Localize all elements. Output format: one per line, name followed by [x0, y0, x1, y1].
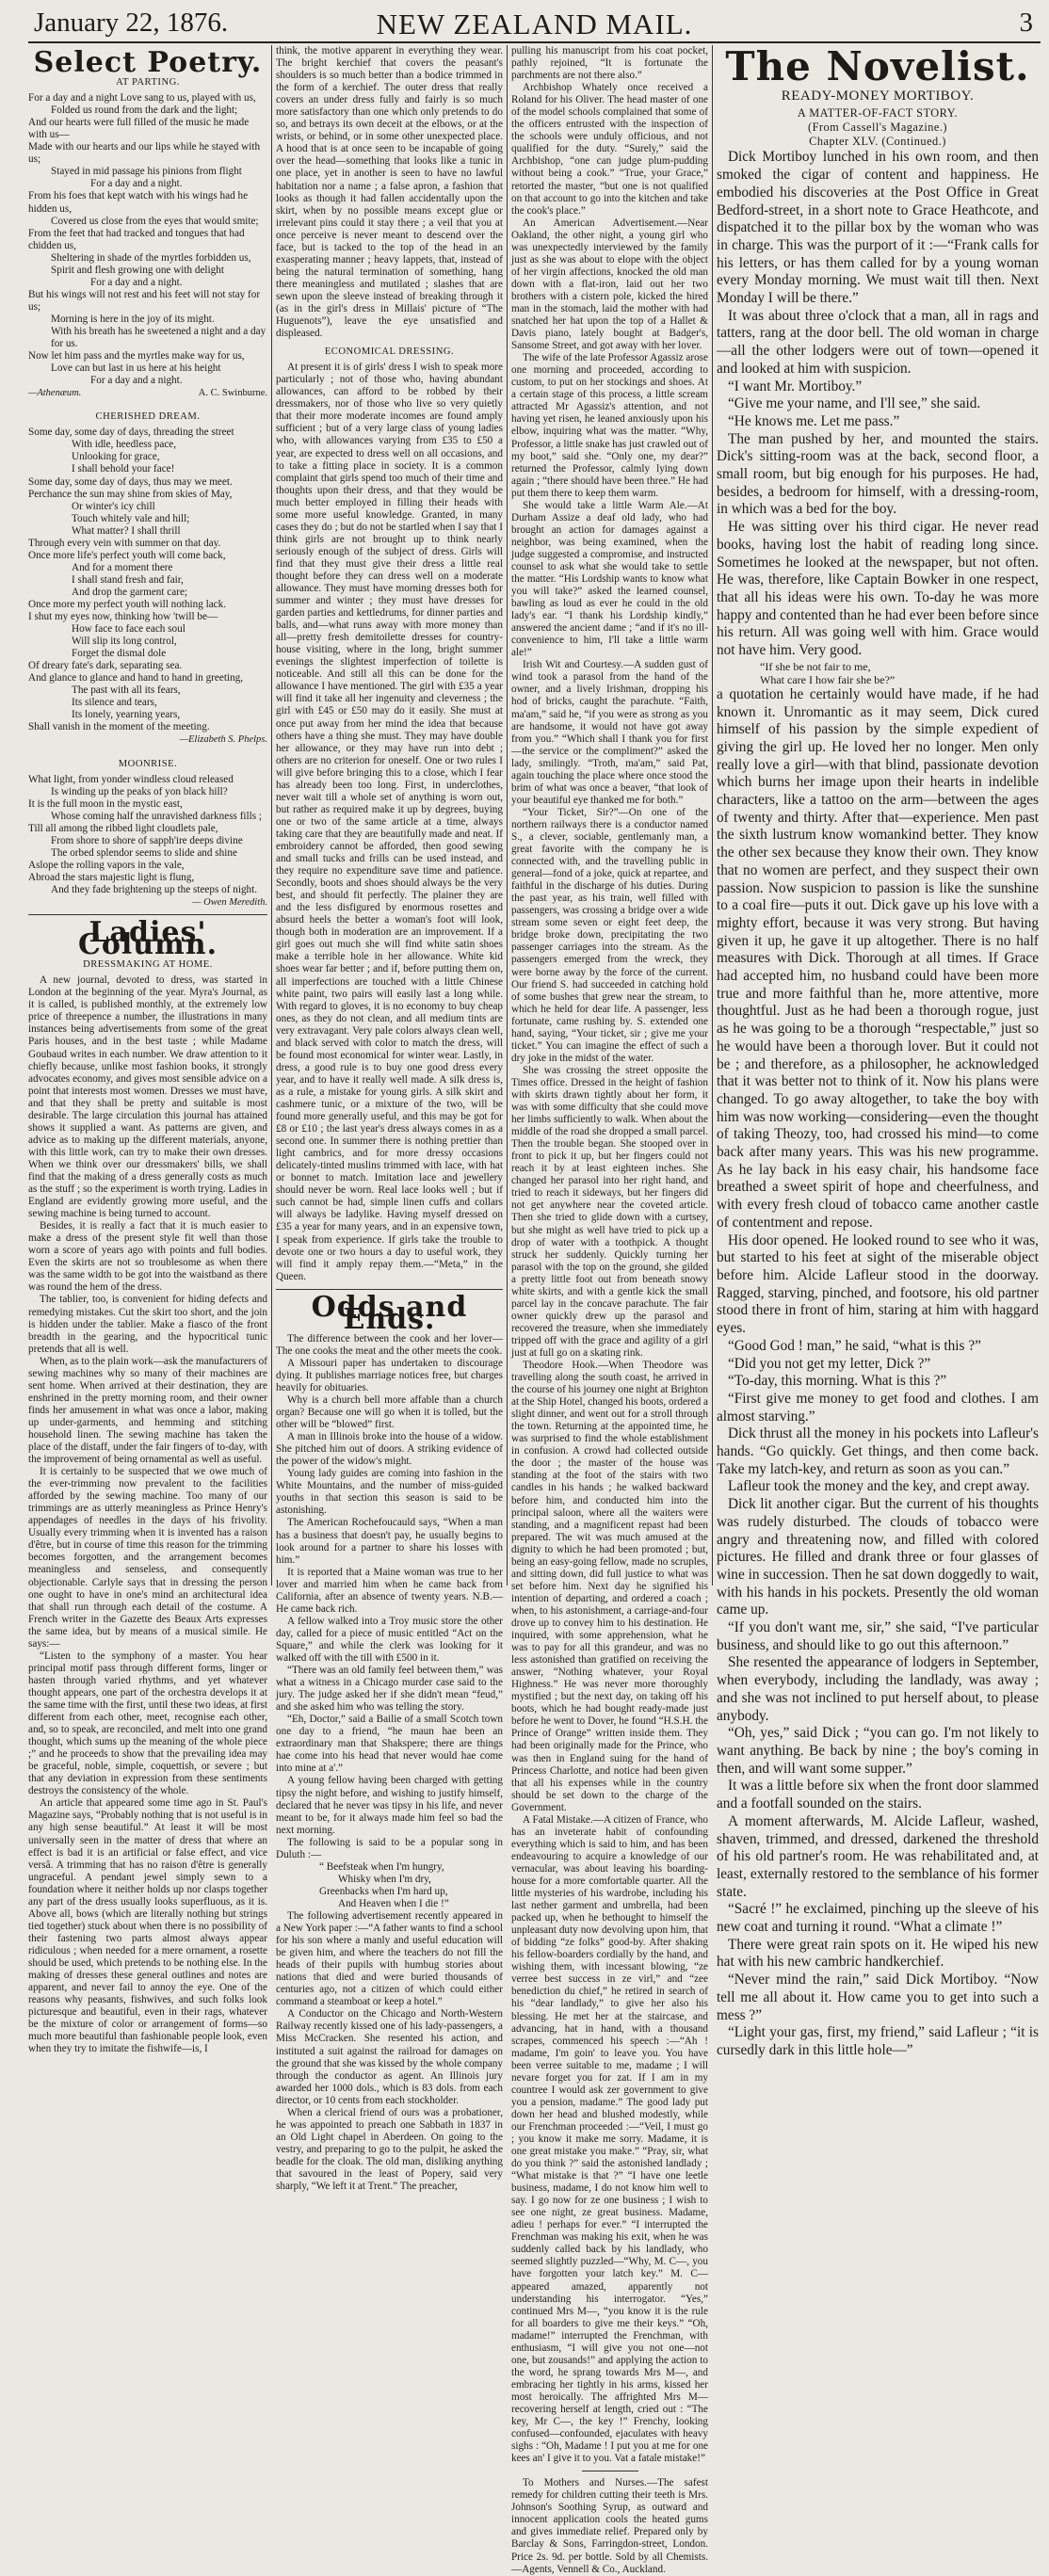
story-paragraph: “First give me money to get food and clothes. I am almost starving.” [717, 1390, 1039, 1425]
article-paragraph: It is certainly to be suspected that we owe much of the ever-trimming now prevalent to the facilities afforded by the sewing machine. Too many of our trimmings are as utterly meaningless as Prince Henry's appendages of needles in the days of his frivolity. Usually every trimming when it is invented has a raison d'être, but in course of time this reason for the trimming becomes forgotten, and the arrangement becomes meaningless and senseless, and consequently objectionable. Carlyle says that in dressing the person one ought to have in one's mind an architectural idea that shall run through each detail of the costume. A French writer in the Gazette des Beaux Arts expresses the same idea, but by means of a musical simile. He says:— [28, 1466, 267, 1650]
article-paragraph: “Listen to the symphony of a master. You hear principal motif pass through different forms, linger or hasten through varied rhythms, and yet whatever thought appears, one part of the orchestra develops it at the same time with the first, until these two ideas, at first different from each other, meet, recognise each other, and, so to speak, are reconciled, and melt into one grand thought, which sums up the meaning of the whole piece ;” and he proceeds to show that the prevailing idea may be graceful, noble, simple, coquettish, or severe ; but that any deviation in expression from these sentiments destroys the consistency of the whole. [28, 1650, 267, 1797]
odds-item: “Your Ticket, Sir?”—On one of the northern railways there is a conductor named S., a clever, sociable, gentlemanly man, a great favorite with the company he is connected with, and the travelling public in general—fond of a joke, quick at repartee, and faithful in the discharge of his duties. During the past year, as his train, well filled with passengers, was crossing a bridge over a wide stream some seven or eight feet deep, the bridge broke down, precipitating the two passenger carriages into the stream. As the passengers emerged from the wreck, they were borne away by the force of the current. Our friend S. had succeeded in catching hold of some bushes that grew near the stream, to which he held for dear life. A passenger, less fortunate, came rushing by. S. extended one hand, saying, “Your ticket, sir ; give me your ticket.” You can imagine the effect of such a dry joke in the midst of the water. [511, 806, 708, 1064]
poem-line: What light, from yonder windless cloud released [28, 773, 234, 785]
odds-item: The following is said to be a popular song in Duluth :— [276, 1836, 503, 1860]
article-title: DRESSMAKING AT HOME. [83, 959, 213, 971]
advertisement: To Mothers and Nurses.—The safest remedy for children cutting their teeth is Mrs. Johnson's Soothing Syrup, as outward and innocent application cools the heated gums and gives immediate relief. Prepared only by Barclay & Sons, Farringdon-street, London. Price 2s. 9d. per bottle. Sold by all Chemists.—Agents, Vennell & Co., Auckland. [511, 2477, 708, 2575]
section-banner-the-novelist: The Novelist. [725, 43, 1030, 89]
odds-item: “Eh, Doctor,” said a Bailie of a small Scotch town one day to a friend, “he maun hae been an extraordinary man that Shakspere; there are things hae come into his head that never would hae come into mine at a'.” [276, 1714, 503, 1775]
poem-title: CHERISHED DREAM. [95, 411, 201, 423]
story-paragraph: Dick Mortiboy lunched in his own room, and then smoked the cigar of content and happiness. He embodied his discoveries at the Post Office in Great Bedford-street, in a short note to Grace Heathcote, and dispatched it to the pillar box by the woman who was in charge. This was the purport of it :—“Frank calls for his letters, or has them called for by a young woman every Monday morning. We must wait till then. Next Monday I will be there.” [717, 149, 1039, 307]
poem-line: Touch whitely vale and hill; [72, 512, 190, 524]
poem-line: From his foes that kept watch with his wings had he hidden us, [28, 190, 249, 215]
story-paragraph: The man pushed by her, and mounted the stairs. Dick's sitting-room was at the back, second floor, a small room, but big enough for his purposes. He had, besides, a bedroom for himself, with a dressing-room, in which was a bed for the boy. [717, 430, 1039, 518]
section-banner-ladies-column: Ladies' Column. [77, 916, 218, 962]
song-line: Greenbacks when I'm hard up, [319, 1885, 448, 1897]
odds-item: Archbishop Whately once received a Roland for his Oliver. The head master of one of the model schools complained that some of the officers entrusted with the inspection of the schools were unduly officious, and not qualified for the duty. “Surely,” said the Archbishop, “one can judge plum-pudding without being a cook.” “True, your Grace,” retorted the master, “but one is not qualified on that account to go into the kitchen and take the cook's place.” [511, 82, 708, 217]
poem-line: Forget the dismal dole [72, 648, 167, 660]
quote-line: What care I how fair she be?” [760, 672, 896, 686]
poem-line: Till all among the ribbed light cloudlets pale, [28, 822, 218, 834]
poem-line: And they fade brightening up the steeps of night. [51, 884, 258, 895]
poem-line: The orbed splendor seems to slide and shine [51, 846, 237, 859]
odds-item: Why is a church bell more affable than a church organ? Because one will go when it is tolled, but the other will be “blowed” first. [276, 1394, 503, 1431]
article-paragraph: When, as to the plain work—ask the manufacturers of sewing machines why so many of their machines are sent home. When arrived at their destination, they are enshrined in the pretty morning room, and their owner finds her amusement in what was once a labor, making up under-garments, and hemming and stitching household linen. The sewing machine has taken the place of the distaff, under the fair fingers of to-day, with the improvement of being ornamental as well as useful. [28, 1355, 268, 1466]
odds-item: The American Rochefoucauld says, “When a man has a business that doesn't pay, he usually begins to look around for a partner to share his losses with him.” [276, 1517, 503, 1566]
poem-line: Whose coming half the unravished darkness fills ; [51, 810, 263, 822]
poem-author: —Elizabeth S. Phelps. [179, 734, 267, 746]
story-paragraph: “Did you not get my letter, Dick ?” [728, 1355, 931, 1372]
poem-line: And our hearts were full filled of the music he made with us— [28, 117, 250, 141]
story-chapter: Chapter XLV. (Continued.) [809, 135, 946, 149]
column-4 [717, 43, 1039, 2058]
odds-item: A Conductor on the Chicago and North-Western Railway recently kissed one of his lady-passengers, a Miss McCracken. She resented his action, and instituted a suit against the railroad for damages on the ground that she was kissed by the whole company through the conductor as agent. An Illinois jury awarded her 1000 dols., which is 83 dols. from each director, or 10 cents from each stockholder. [276, 2008, 503, 2106]
odds-item: Young lady guides are coming into fashion in the White Mountains, and the number of miss-guided youths in that section this season is said to be astonishing. [276, 1468, 503, 1517]
article-paragraph: Besides, it is really a fact that it is much easier to make a dress of the present style fit well than those worn a score of years ago with points and full bodies. Even the skirts are not so troublesome as when there was the same width to be got into the waistband as there was round the hem of the dress. [28, 1220, 267, 1294]
column-rule [271, 45, 272, 1586]
poem-line: With his breath has he sweetened a night and a day for us. [51, 325, 266, 350]
poem-line: Is winding up the peaks of yon black hill? [51, 785, 228, 797]
poem-line: For a day and a night Love sang to us, played with us, [28, 92, 256, 105]
odds-item: The wife of the late Professor Agassiz arose one morning and proceeded, according to custom, to put on her stockings and shoes. At a certain stage of this process, a little scream attracted Mr Agassiz's attention, and not having yet risen, he leaned anxiously upon his elbow, inquiring what was the matter. “Why, Professor, a little snake has just crawled out of my boot,” said she. “Only one, my dear?” returned the Professor, calmly lying down again ; “there should have been three.” He had put them there to keep them warm. [511, 352, 708, 499]
section-divider [276, 1289, 503, 1290]
article-paragraph: An article that appeared some time ago in St. Paul's Magazine says, “Probably nothing that is not useful is in any high sense beautiful.” At least it will be most universally seen in the matter of dress that where an effect is bad it is an artificial or false effect, and vice versâ. A trimming that has no raison d'être is generally ungraceful. A pendant jewel simply sewn to a foundation where it neither holds up nor clasps together any part of the dress usually looks superfluous, as it is. Above all, bows (which are literally nothing but strings tied together) stuck about when there is no possibility of their fastening two parts almost always appear ridiculous ; when needed for a mere ornament, a rosette should be used, which pretends to be nothing else. In the making of dresses these general outlines and notes are apparent, and never fail to annoy the eye. One of the reasons why peasants, fishwives, and such folks look picturesque and beautiful, even in their rags, whatever be the mixture of color or arrangement of forms—so much more beautiful than fashionable people look, even when they try to imitate the fishwife—is, I [28, 1797, 267, 2055]
story-paragraph: It was about three o'clock that a man, all in rags and tatters, rang at the door bell. The old woman in charge—all the other lodgers were out of town—opened it and looked at him with suspicion. [717, 307, 1039, 377]
odds-item: “There was an old family feel between them,” was what a witness in a Chicago murder case said to the jury. The judge asked her if she didn't mean “feud,” and she asked him who was telling the story. [276, 1665, 503, 1714]
poem-line: From shore to shore of sapph'ire deeps divine [51, 834, 243, 846]
poem-line: Some day, some day of days, threading the street [28, 427, 234, 439]
column-1 [28, 45, 268, 2055]
story-paragraph: He was sitting over his third cigar. He never read books, having lost the habit of reading long since. Sometimes he looked at the newspaper, but not often. He was, therefore, like Captain Bowker in one respect, that all his ideas were his own. To-day he was more happy and contented than he had ever been before since his return. All was going well with him. Grace would not have him. Very good. [717, 519, 1039, 659]
poem-line: And for a moment there [72, 561, 173, 573]
story-paragraph: A moment afterwards, M. Alcide Lafleur, washed, shaven, trimmed, and dressed, darkened the threshold of his old partner's room. He was rehabilitated and, at least, externally restored to the semblance of his former state. [717, 1812, 1039, 1900]
poem-line: From the feet that had tracked and tongues that had chidden us, [28, 227, 245, 251]
song-verse [276, 1861, 503, 1910]
poem-line: Love can but last in us here at his height [51, 362, 221, 375]
section-banner-select-poetry: Select Poetry. [33, 46, 263, 79]
newspaper-title: NEW ZEALAND MAIL. [376, 8, 693, 40]
story-paragraph: “Sacré !” he exclaimed, pinching up the sleeve of his new coat and turning it round. “What a climate !” [717, 1901, 1039, 1936]
poem-cherished-dream [28, 427, 267, 733]
column-2 [276, 45, 503, 2193]
poem-author: — Owen Meredith. [192, 897, 267, 909]
odds-item: The following advertisement recently appeared in a New York paper :—“A father wants to find a school for his son where a manly and useful education will be given him, and where the teachers do not fill the heads of their pupils with humbug stories about nations that died and were buried thousands of centuries ago, not a citizen of which could either command a steamboat or keep a hotel.” [276, 1909, 503, 2008]
masthead [28, 4, 1041, 43]
article-paragraph: The tablier, too, is convenient for hiding defects and remedying mistakes. Cut the skirt too short, and the join is hidden under the tablier. Make a fiasco of the front breadth in the gearing, and the hypocritical tunic pretends that all is well. [28, 1294, 267, 1355]
odds-item: A fellow walked into a Troy music store the other day, called for a piece of music entitled “Act on the Square,” and while the clerk was looking for it walked off with the till with £500 in it. [276, 1615, 503, 1664]
poem-at-parting [28, 92, 267, 387]
odds-item: She would take a little Warm Ale.—At Durham Assize a deaf old lady, who had brought an action for damages against a neighbor, was being examined, when the judge suggested a compromise, and instructed counsel to ask what she would take to settle the matter. “His Lordship wants to know what you will take?” asked the learned counsel, bawling as loud as ever he could in the old lady's ear. “I thank his Lordship kindly,” answered the ancient dame ; “and if it's no ill-convenience to him, I'll take a little warm ale!” [511, 499, 708, 659]
poem-line: Morning is here in the joy of its might. [51, 313, 215, 325]
article-paragraph: think, the motive apparent in everything they wear. The bright kerchief that covers the peasant's shoulders is so much better than a bodice trimmed in the form of a kerchief. The outer dress that really covers an under dress fully and fairly is so much more satisfactory than one which only pretends to do so, and betrays its own deceit at the elbows, or at the wrists, or behind, or in some other unexpected place. A hood that is at once seen to be incapable of going over the head—something that looks like a tunic in one place, yet in another is seen to have no lawful habitation nor a name ; a false apron, a fashion that looks as though it had fallen accidentally upon the skirt, when by no possible means except glue or irrelevant pins could it stay there ; a veil that you at once perceive is never meant to descend over the face, but is tacked to the top of the head in an exasperating manner ; heavy lappets, that, instead of being the natural termination of something, hang there meaningless and mutilated ; slashes that are sewn upon the sleeve instead of breaking through it (as in the girl's dress in Millais' picture of “The Huguenots”), leave the eye unsatisfied and displeased. [276, 45, 503, 340]
poem-line: The past with all its fears, [72, 684, 181, 697]
story-paragraph: a quotation he certainly would have made, if he had known it. Unromantic as it may seem, Dick cured himself of his passion by the simple expedient of giving the girl up. He loved her no longer. Men only really love a girl—with that blind, passionate devotion which burns her image upon their hearts in indelible characters, like a tattoo on the arm—between the ages of twenty and thirty. After that—experience. Men past the sixth lustrum know womankind better. They know the other sex because they know their own. They know that no women are perfect, and they suspect their own passion. Now suspicion to passion is like the sunshine to a coal fire—puts it out. Dick gave up his love with a mighty effort, because it was very strong. But having given it up, he gave it up altogether. There is no half measures with Dick. Thorough at all times. If Grace had accepted him, no husband could have been more true and more faithful than he, more attentive, more thoughtful. Just as he had been a thorough rogue, just as he was going to be a thorough “respectable,” just so he would have been a thorough lover. But it could not be ; and therefore, as a philosopher, he acknowledged that it was better not to think of it. Now his plans were changed. To go away altogether, to take the boy with him was now working—considering—even the thought of taking Theozy, too, had crossed his mind—to come back after many years. This was his new programme. As he lay back in his easy chair, his handsome face breathed a sweet spirit of hope and cheerfulness, and with every fresh cloud of tobacco came another castle of contentment and repose. [717, 685, 1039, 1231]
poem-line: For a day and a night. [90, 375, 183, 387]
story-paragraph: There were great rain spots on it. He wiped his new hat with his new cambric handkerchief. [717, 1936, 1039, 1971]
odds-item: A Fatal Mistake.—A citizen of France, who has an inveterate habit of confounding everything which is said to him, and has been endeavouring to acquire a knowledge of our vernacular, was about leaving his boarding-house for a more comfortable quarter. All the little mysteries of his wardrobe, including his last nether garment and umbrella, had been packed up, when he bethought to himself the unpleasant duty now devolving upon him, that of bidding “ze folks” good-by. After shaking his fellow-boarders cordially by the hand, and wishing them, with incessant blowing, “ze verree best success in ze virl,” and “zee benediction du chief,” he retired in search of his “dear landlady,” to give her also his blessing. He met her at the staircase, and advancing, hat in hand, with a thousand scrapes, commenced his speech :—“Ah ! madame, I'm goin' to leave you. You have been verree suitable to me, madame ; I will nevare forget you for zat. If I am in my countree I would ask zer government to give you a pension, madame.” The good lady put down her head and blushed modestly, while our Frenchman proceeded :—“Veil, I must go ; you know it make me sorry. Madame, it is one great mistake you make.” “Pray, sir, what do you think ?” said the astonished landlady ; “What mistake is that ?” “I have one leetle business, madame, I do not know him well to say. I go now for ze one business ; I wish to see one night, ze great business. Madame, adieu ! perhaps for ever.” “I interrupted the Frenchman was making his exit, when he was suddenly called back by his landlady, who seemed slightly puzzled—“Why, M. C—, you have forgotten your latch key.” M. C— appeared amazed, apparently not understanding his interrogator. “Yes,” continued Mrs M—, “you know it is the rule for all boarders to give me their keys.” “Oh, madame!” interrupted the Frenchman, with enthusiasm, “I will give you not one—not one, but zousands!” and applying the action to the word, he sprang towards Mrs M—, and embracing her tightly in his arms, kissed her most heroically. The affrighted Mrs M— recovering herself at length, cried out : “The key, Mr C—, the key !” Frenchy, looking confused—confounded, ejaculates with heavy sighs : “Oh, Madame ! I put you at me for one kees an' I give it to you. Vat a fatale mistake!” [511, 1813, 708, 2465]
odds-item: When a clerical friend of ours was a probationer, he was appointed to preach one Sabbath in 1837 in an Old Light chapel in Aberdeen. On going to the vestry, and preparing to go to the pulpit, he asked the beadle for the cloak. The old man, disliking anything that savoured in the least of Popery, said very sharply, “We left it at Trent.” The preacher, [276, 2106, 503, 2193]
poem-line: Or winter's icy chill [72, 500, 155, 512]
poem-line: Once more my perfect youth will nothing lack. [28, 598, 227, 610]
poem-attribution [28, 387, 267, 399]
odds-item: A Missouri paper has undertaken to discourage dying. It publishes marriage notices free, but charges heavily for obituaries. [276, 1357, 503, 1393]
poem-line: Through every vein with summer on that day. [28, 537, 221, 549]
story-paragraph: “I want Mr. Mortiboy.” [728, 378, 863, 394]
issue-date: January 22, 1876. [34, 8, 229, 38]
poem-line: And glance to glance and hand to hand in greeting, [28, 672, 244, 684]
page-number: 3 [1019, 8, 1033, 38]
odds-item: Irish Wit and Courtesy.—A sudden gust of wind took a parasol from the hand of the owner, and a lively Irishman, dropping his hod of bricks, caught the parachute. “Faith, ma'am,” said he, “if you were as strong as you are handsome, it would not have got away from you.” “Which shall I thank you for first—the service or the compliment?” asked the lady, smilingly. “Troth, ma'am,” said Pat, again touching the place where once stood the brim of what was once a beaver, “that look of your beautiful eye thanked me for both.” [511, 659, 708, 806]
poem-line: Of dreary fate's dark, separating sea. [28, 660, 183, 672]
poem-line: Stayed in mid passage his pinions from flight [51, 166, 242, 178]
poem-line: Its lonely, yearning years, [72, 709, 181, 721]
poem-line: It is the full moon in the mystic east, [28, 797, 183, 810]
section-divider [28, 914, 267, 915]
story-paragraph: It was a little before six when the front door slammed and a footfall sounded on the stairs. [717, 1778, 1039, 1812]
section-banner-odds-and-ends: Odds and Ends. [311, 1290, 468, 1336]
story-subtitle: A MATTER-OF-FACT STORY. [797, 106, 959, 121]
poem-line: Covered us close from the eyes that would smite; [51, 215, 259, 227]
poem-moonrise [28, 774, 267, 896]
poem-line: Aslope the rolling vapors in the vale, [28, 859, 185, 871]
poem-line: Once more life's perfect youth will come back, [28, 549, 226, 561]
poem-author: A. C. Swinburne. [198, 388, 267, 399]
poem-line: And drop the garment care; [72, 586, 188, 598]
story-paragraph: “Good God ! man,” he said, “what is this ?” [728, 1337, 981, 1354]
story-paragraph: “He knows me. Let me pass.” [728, 412, 900, 429]
poem-line: Made with our hearts and our lips while he stayed with us; [28, 141, 261, 166]
story-paragraph: Dick lit another cigar. But the current of his thoughts was rudely disturbed. The clouds of tobacco were angry and threatening now, and filled with colored pictures. He filled and drank three or four glasses of wine in succession. Then he sat down doggedly to wait, with his hands in his pockets. Presently the old woman came up. [717, 1496, 1039, 1618]
quote-line: “If she be not fair to me, [760, 659, 871, 673]
story-paragraph: “Give me your name, and I'll see,” she said. [728, 395, 981, 412]
song-line: And Heaven when I die !” [338, 1897, 449, 1909]
poem-line: For a day and a night. [90, 276, 183, 288]
poem-line: Shall vanish in the moment of the meeting. [28, 721, 210, 733]
article-title: ECONOMICAL DRESSING. [324, 346, 455, 358]
poem-title: AT PARTING. [116, 77, 180, 89]
story-source: (From Cassell's Magazine.) [807, 121, 948, 135]
poem-line: With idle, heedless pace, [72, 439, 177, 451]
song-line: Whisky when I'm dry, [338, 1873, 431, 1885]
column-rule [507, 45, 508, 1586]
poem-line: Abroad the stars majestic light is flung, [28, 871, 195, 883]
poem-line: What matter? I shall thrill [72, 524, 181, 537]
story-paragraph: “Light your gas, first, my friend,” said Lafleur ; “it is cursedly dark in this little hole—” [717, 2024, 1039, 2058]
odds-item: The difference between the cook and her lover—The one cooks the meat and the other meets the cook. [276, 1332, 503, 1357]
story-paragraph: Dick thrust all the money in his pockets into Lafleur's hands. “Go quickly. Get things, and then come back. Take my latch-key, and return as soon as you can.” [717, 1425, 1039, 1477]
poem-line: I shall stand fresh and fair, [72, 573, 184, 586]
poem-line: Folded us round from the dark and the light; [51, 105, 238, 117]
poem-line: Some day, some day of days, thus may we meet. [28, 475, 233, 488]
poem-line: For a day and a night. [90, 178, 183, 190]
poem-source: —Athenæum. [28, 388, 82, 399]
poem-line: Unlooking for grace, [72, 451, 160, 463]
story-quote [717, 660, 1039, 686]
odds-item: pulling his manuscript from his coat pocket, pathly rejoined, “It is fortunate the parchments are not there also.” [511, 45, 708, 82]
poem-title: MOONRISE. [118, 758, 178, 769]
poem-line: Perchance the sun may shine from skies of May, [28, 488, 233, 500]
odds-item: A young fellow having been charged with getting tipsy the night before, and wishing to justify himself, declared that he never was tipsy in his life, and never meant to be, for it always made him feel so bad the next morning. [276, 1775, 503, 1836]
story-paragraph: Lafleur took the money and the key, and crept away. [728, 1478, 1030, 1495]
odds-item: Theodore Hook.—When Theodore was travelling along the south coast, he arrived in the course of his journey one night at Brighton at the Ship Hotel, changed his boots, ordered a slight dinner, and went out for a stroll through the town. Returning at the appointed time, he was surprised to find the whole establishment in confusion. A crowd had collected outside the door ; the master of the house was standing at the foot of the stairs with two candles in his hands ; he walked backward before him, and conducted him into the principal saloon, where all the waiters were standing, and a magnificent repast had been prepared. The wit was much amused at the dignity to which he had been promoted ; but, being an easy-going fellow, made no scruples, and sitting down, did full justice to what was set before him. Next day he signified his intention of departing, and ordered a coach ; when, to his astonishment, a carriage-and-four drove up to convey him to his destination. He inquired, with some apprehension, what he was to pay for all this grandeur, and was no less astonished than gratified on receiving the answer, “Nothing whatever, your Royal Highness.” He was never more thoroughly mystified ; but the next day, on taking off his boots, which he had bought ready-made just before he went to Dover, he found “H.S.H. the Prince of Orange” written inside them. They had been originally made for the Prince, who was then in England suing for the hand of Princess Charlotte, and notice had been given that all his expenses while in the country should be set down to the charge of the Government. [511, 1360, 708, 1813]
article-paragraph: At present it is of girls' dress I wish to speak more particularly ; not of those who, having abundant allowances, can afford to be robbed by their dressmakers, nor of those who live so very quietly that their more moderate incomes are found amply sufficient ; but of a very large class of young ladies who, with allowances varying from £35 to £50 a year, are expected to dress well on all occasions, and to take a fitting place in society. It is a common complaint that girls spend too much of their time and thoughts upon their dress, and that they would be much better employed in filling their heads with some more useful knowledge. Granted, in many cases they do ; but do not be startled when I say that I think girls are not brought up to think nearly seriously enough of the subject of dress. Girls will find that they must give their dress a little real thought before they can dress well on a moderate allowance. They must have morning dresses both for summer and winter ; they must have dresses for garden parties and kettledrums, for dinner parties and balls, and—what runs away with more money than all—pretty fresh demitoilette dresses for country-house visiting, where in the long, bright summer evenings the slightest imperfection of toilette is noticeable. And still all this can be done for the allowance I have mentioned. The girl with £35 a year will find it take all her ingenuity and cleverness ; the girl with £45 or £50 may do it easily. She must at once put away from her mind the idea that because others have a thing she must. They may have double her allowance, or they may have run into debt ; others are no criterion for oneself. One or two rules I will give before bringing this to a close, which I fear has already been too long. First, in underclothes, never wait till a whole set of anything is worn out, but rather as required make it up by degrees, buying one or two of the same article at a time, always taking care that they are beautifully made and neat. If embroidery cannot be afforded, then good sewing and small tucks and frills can be used instead, and they require no expenditure save time and patience. Secondly, boots and shoes should always be the very best, and should fit perfectly. The plainer they are and the less disfigured by enormous rosettes and absurd heels the better a woman's foot will look, though both in moderation are an improvement. If a girl goes out much she will find white satin shoes make a terrible hole in her allowance. White kid shoes wear far better ; and if, before putting them on, all imperfections are touched with a little Chinese white paint, two pairs will easily last a long while. With regard to gloves, it is no economy to buy cheap ones, as they do not clean, and all medium tints are very extravagant. Very pale colors always clean well, and black served with color to match the dress, will be found most economical for winter wear. Lastly, in dress, a good rule is to buy one good dress every year, and to have it really well made. A silk dress is, as a rule, a mistake for young girls. A silk skirt and cashmere tunic, or a mixture of the two, will be found more generally useful, and this may be got for £8 or £10 ; the last year's dress always comes in as a second one. In summer there is nothing prettier than light cambrics, and for more dressy occasions delicately-tinted muslins trimmed with lace, with hat or bonnet to match. Imitation lace and jewellery should never be worn. Real lace looks well ; but if such cannot be had, simple linen cuffs and collars will always be ladylike. Having myself dressed on £35 a year for many years, and in an expensive town, I speak from experience. If girls take the trouble to devote one or two hours a day to useful work, they will find it amply repay them.—“Meta,” in the Queen. [276, 362, 503, 1282]
odds-item: She was crossing the street opposite the Times office. Dressed in the height of fashion with skirts drawn tightly about her form, it was with some difficulty that she could move her limbs sufficiently to walk. When about the middle of the road she dropped a small parcel. Then the trouble began. She stooped over in front to pick it up, but her fingers could not reach it by at least eighteen inches. She changed her parasol into her right hand, and tried to reach it sideways, but her fingers did not get anywhere near the coveted article. Then she tried to glide down with a curtsey, but she might as well have tried to pick up a drop of water with a toothpick. A thought struck her suddenly. Quickly turning her parasol with the top on the ground, she gilded a pretty little foot out from beneath snowy white skirts, and with a gentle kick the small parcel lay in the concave parachute. The fair owner quickly drew up the parasol and recovered the treasure, when she immediately tripped off with the grace and agility of a girl just at full go on a skating rink. [511, 1064, 708, 1359]
story-paragraph: “Oh, yes,” said Dick ; “you can go. I'm not likely to want anything. Be back by nine ; the boy's coming in then, and will want some supper.” [717, 1725, 1039, 1777]
poem-line: Sheltering in shade of the myrtles forbidden us, [51, 251, 251, 264]
poem-line: Its silence and tears, [72, 697, 157, 709]
article-paragraph: A new journal, devoted to dress, was started in London at the beginning of the year. Myra's Journal, as it is called, is published monthly, at the extremely low price of threepence a number, the illustrations in many instances being advertisements from some of the great Paris houses, and in the best taste ; while Madame Goubaud writes in each number. We draw attention to it chiefly because, unlike most fashion books, it strongly advocates economy, and gives most sensible advice on a point that interests most women. Dresses we must have, and that they shall be pretty and suitable is most desirable. The large circulation this journal has attained shows it supplied a want. As patterns are given, and advice as to making up the different materials, anyone, with this little work, can try to make their own dresses. When we think over our dressmakers' bills, we shall find that the making of a dress generally costs as much as the stuff ; so the experiment is worth trying. Ladies in England are evidently growing more useful, and the sewing machine is being turned to account. [28, 974, 267, 1220]
poem-line: I shut my eyes now, thinking how 'twill be— [28, 611, 218, 623]
story-paragraph: “To-day, this morning. What is this ?” [728, 1373, 947, 1390]
story-title: READY-MONEY MORTIBOY. [781, 88, 975, 104]
column-rule [712, 45, 713, 1586]
poem-line: How face to face each soul [72, 623, 186, 636]
story-paragraph: His door opened. He looked round to see who it was, but started to his feet at sight of the miserable object before him. Alcide Lafleur stood in the doorway. Ragged, starving, pinched, and footsore, his old partner stood there in front of him, staring at him with haggard eyes. [717, 1232, 1039, 1337]
story-paragraph: She resented the appearance of lodgers in September, when everybody, including the landlady, was away ; and she was not inclined to put herself about, to please anybody. [717, 1654, 1039, 1724]
story-paragraph: “If you don't want me, sir,” she said, “I've particular business, and should like to go out this afternoon.” [717, 1619, 1039, 1653]
odds-item: A man in Illinois broke into the house of a widow. She pitched him out of doors. A striking evidence of the power of the widow's might. [276, 1431, 503, 1468]
odds-item: An American Advertisement.—Near Oakland, the other night, a young girl who was unexpectedly interviewed by the family just as she was about to elope with the object of her virgin affections, knocked the old man down with a flat-iron, laid out her two brothers with a cistern pole, kicked the hired man in the stomach, laid the mother with had snatched her hat upon the top of a Hallet & Davis piano, lately bought at Badger's, Sansome Street, and got away with her lover. [511, 217, 708, 352]
poem-line: But his wings will not rest and his feet will not stay for us; [28, 288, 261, 313]
story-paragraph: “Never mind the rain,” said Dick Mortiboy. “Now tell me all about it. How came you to get into such a mess ?” [717, 1972, 1039, 2023]
song-line: “ Beefsteak when I'm hungry, [319, 1860, 444, 1873]
odds-item: It is reported that a Maine woman was true to her lover and married him when he came back from California, after an absence of twenty years. N.B.—He came back rich. [276, 1566, 503, 1615]
poem-line: Will slip its long control, [72, 636, 177, 648]
poem-line: I shall behold your face! [72, 463, 175, 475]
column-3 [511, 45, 708, 2575]
poem-line: Now let him pass and the myrtles make way for us, [28, 350, 245, 362]
poem-line: Spirit and flesh growing one with delight [51, 264, 224, 276]
